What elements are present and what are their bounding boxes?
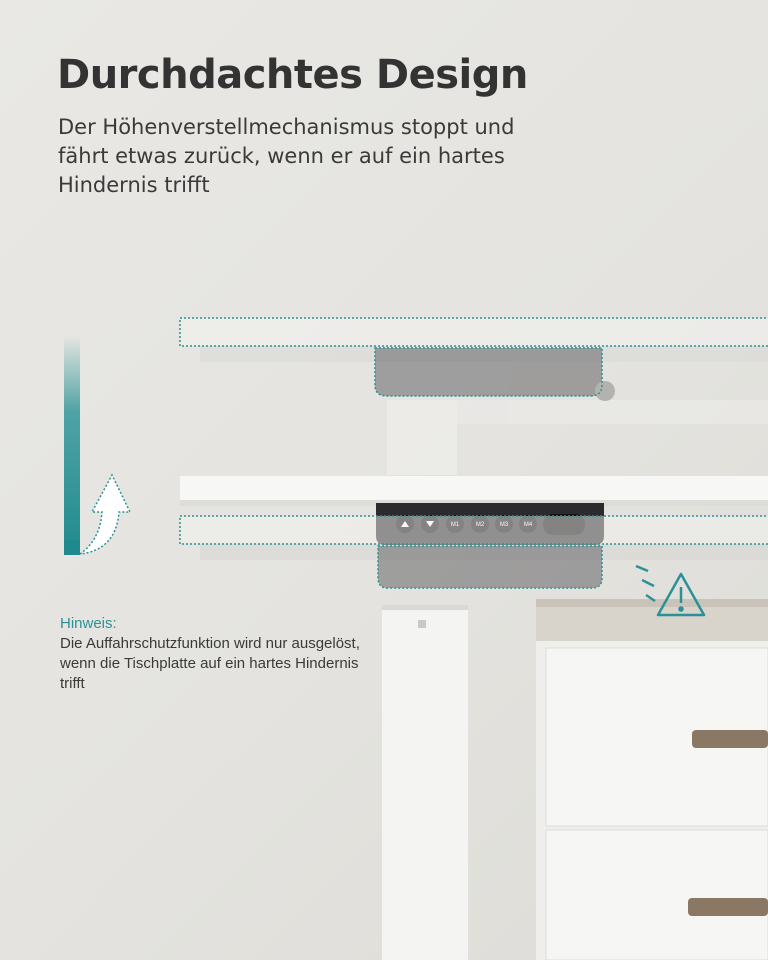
desk-top-main xyxy=(180,476,768,506)
note-text: Die Auffahrschutzfunktion wird nur ausgelöst, wenn die Tischplatte auf ein hartes Hindernis trifft xyxy=(60,635,360,692)
drawer-handle-bottom xyxy=(688,898,768,916)
drawer-handle-top xyxy=(692,730,768,748)
page-subtitle: Der Höhenverstellmechanismus stoppt und fährt etwas zurück, wenn er auf ein hartes Hindernis trifft xyxy=(58,115,515,197)
drawer-cabinet xyxy=(536,599,768,960)
height-direction-indicator xyxy=(64,335,130,555)
note-block xyxy=(60,614,360,694)
note-label: Hinweis: xyxy=(60,615,117,632)
desk-top-upper-ghost xyxy=(180,318,768,475)
page-title: Durchdachtes Design xyxy=(57,52,528,98)
keypad-upper-ghost xyxy=(375,348,615,401)
keypad-lower-ghost xyxy=(378,546,602,588)
collision-arrow-icon xyxy=(80,475,130,554)
desk-leg xyxy=(382,605,468,960)
